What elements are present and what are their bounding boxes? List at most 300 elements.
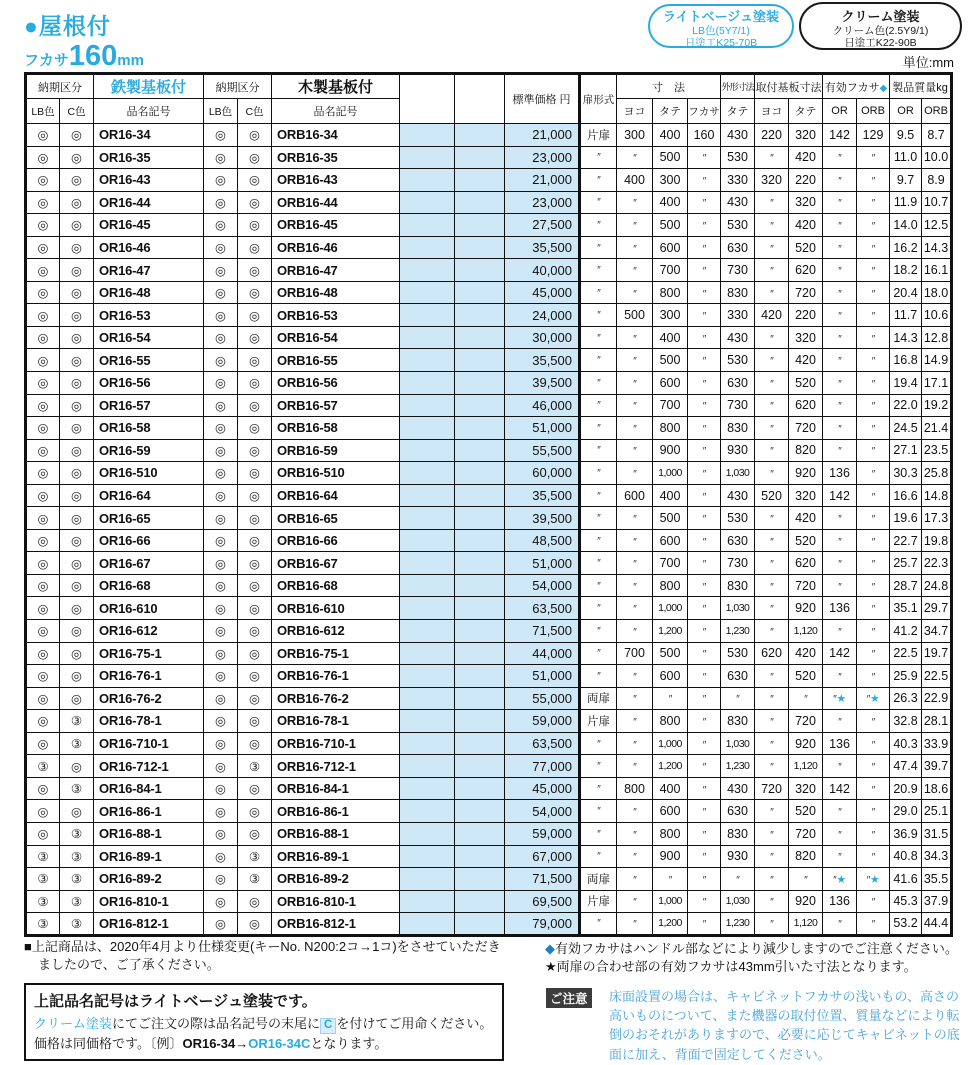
- delivery-mark-c: ◎: [60, 281, 94, 304]
- product-code-wood: ORB16-710-1: [272, 732, 400, 755]
- mass-orb-cell: 18.0: [922, 281, 952, 304]
- door-type-cell: ″: [580, 372, 617, 395]
- table-row: [26, 529, 952, 552]
- outer-height-cell: 730: [721, 552, 755, 575]
- col-outer-height: タテ: [721, 99, 755, 124]
- width-cell: ″: [617, 800, 653, 823]
- mount-height-cell: 620: [789, 394, 823, 417]
- col-lb-color: LB色: [204, 99, 238, 124]
- empty-cell: [455, 236, 505, 259]
- table-row: [26, 484, 952, 507]
- effective-depth-or-cell: ″★: [823, 687, 857, 710]
- col-c-color: C色: [238, 99, 272, 124]
- col-wood-base: 木製基板付: [272, 74, 400, 99]
- price-cell: 45,000: [505, 777, 580, 800]
- door-type-cell: ″: [580, 259, 617, 282]
- effective-depth-orb-cell: ″: [857, 259, 890, 282]
- price-cell: 48,500: [505, 529, 580, 552]
- mass-or-cell: 35.1: [890, 597, 922, 620]
- empty-cell: [400, 755, 455, 778]
- delivery-mark-lb: ◎: [26, 124, 60, 147]
- depth-cell: ″: [688, 665, 721, 688]
- product-code-iron: OR16-35: [94, 146, 204, 169]
- mass-or-cell: 26.3: [890, 687, 922, 710]
- delivery-mark-lb: ◎: [26, 236, 60, 259]
- delivery-mark-c: ◎: [60, 484, 94, 507]
- info-line2: クリーム塗装にてご注文の際は品名記号の末尾に C を付けてご用命ください。: [34, 1014, 494, 1034]
- table-row: [26, 710, 952, 733]
- delivery-mark-c: ◎: [60, 507, 94, 530]
- effective-depth-orb-cell: ″: [857, 552, 890, 575]
- product-code-iron: OR16-88-1: [94, 822, 204, 845]
- delivery-mark-lb: ◎: [26, 574, 60, 597]
- empty-cell: [400, 394, 455, 417]
- depth-cell: ″: [688, 868, 721, 891]
- product-code-iron: OR16-89-2: [94, 868, 204, 891]
- mount-height-cell: 420: [789, 507, 823, 530]
- empty-cell: [400, 732, 455, 755]
- mount-height-cell: 520: [789, 665, 823, 688]
- depth-cell: ″: [688, 777, 721, 800]
- mass-or-cell: 29.0: [890, 800, 922, 823]
- mass-or-cell: 41.6: [890, 868, 922, 891]
- delivery-mark-lb: ◎: [204, 462, 238, 485]
- col-height: タテ: [653, 99, 688, 124]
- mass-or-cell: 22.7: [890, 529, 922, 552]
- price-cell: 63,500: [505, 732, 580, 755]
- outer-height-cell: 630: [721, 665, 755, 688]
- door-type-cell: ″: [580, 800, 617, 823]
- col-delivery-iron: 納期区分: [26, 74, 94, 99]
- height-cell: 900: [653, 439, 688, 462]
- table-row: [26, 124, 952, 147]
- delivery-mark-lb: ◎: [204, 529, 238, 552]
- price-cell: 35,500: [505, 236, 580, 259]
- product-code-iron: OR16-610: [94, 597, 204, 620]
- delivery-mark-c: ◎: [238, 890, 272, 913]
- diamond-icon: ◆: [545, 941, 555, 956]
- unit-note: 単位:mm: [902, 55, 954, 70]
- depth-cell: ″: [688, 349, 721, 372]
- empty-cell: [455, 349, 505, 372]
- depth-cell: ″: [688, 732, 721, 755]
- depth-cell: ″: [688, 890, 721, 913]
- mount-height-cell: 320: [789, 326, 823, 349]
- width-cell: ″: [617, 281, 653, 304]
- mount-width-cell: ″: [755, 620, 789, 643]
- empty-cell: [455, 529, 505, 552]
- empty-cell: [455, 597, 505, 620]
- depth-cell: ″: [688, 597, 721, 620]
- delivery-mark-c: ◎: [238, 394, 272, 417]
- delivery-mark-lb: ◎: [26, 529, 60, 552]
- delivery-mark-c: ③: [60, 710, 94, 733]
- height-cell: 1,000: [653, 597, 688, 620]
- col-eff-or: OR: [823, 99, 857, 124]
- mount-width-cell: 520: [755, 484, 789, 507]
- product-code-wood: ORB16-78-1: [272, 710, 400, 733]
- badge-cream-paint: [799, 2, 962, 50]
- product-code-wood: ORB16-45: [272, 214, 400, 237]
- price-cell: 71,500: [505, 868, 580, 891]
- effective-depth-or-cell: ″: [823, 620, 857, 643]
- mass-or-cell: 41.2: [890, 620, 922, 643]
- outer-height-cell: 330: [721, 304, 755, 327]
- empty-cell: [455, 507, 505, 530]
- mount-height-cell: 420: [789, 349, 823, 372]
- effective-depth-orb-cell: ″: [857, 394, 890, 417]
- empty-cell: [455, 710, 505, 733]
- depth-cell: ″: [688, 236, 721, 259]
- height-cell: 600: [653, 800, 688, 823]
- outer-height-cell: 930: [721, 439, 755, 462]
- empty-cell: [455, 777, 505, 800]
- delivery-mark-c: ◎: [238, 462, 272, 485]
- door-type-cell: ″: [580, 529, 617, 552]
- mass-or-cell: 47.4: [890, 755, 922, 778]
- width-cell: ″: [617, 372, 653, 395]
- delivery-mark-lb: ③: [26, 755, 60, 778]
- empty-cell: [400, 687, 455, 710]
- height-cell: 300: [653, 169, 688, 192]
- delivery-mark-lb: ◎: [26, 687, 60, 710]
- outer-height-cell: 1,030: [721, 597, 755, 620]
- caution-text: 床面設置の場合は、キャビネットフカサの浅いもの、高さの高いものについて、また機器の取付位置、質量などにより転倒のおそれがありますので、必要に応じてキャビネットの底面に加え、背面で固定してください。: [609, 989, 960, 1062]
- product-code-iron: OR16-54: [94, 326, 204, 349]
- delivery-mark-c: ◎: [238, 597, 272, 620]
- mass-or-cell: 18.2: [890, 259, 922, 282]
- effective-depth-or-cell: ″: [823, 259, 857, 282]
- delivery-mark-c: ◎: [238, 642, 272, 665]
- mount-width-cell: ″: [755, 146, 789, 169]
- depth-cell: ″: [688, 574, 721, 597]
- mount-height-cell: 920: [789, 732, 823, 755]
- delivery-mark-lb: ◎: [26, 484, 60, 507]
- door-type-cell: ″: [580, 349, 617, 372]
- delivery-mark-lb: ◎: [26, 372, 60, 395]
- product-code-wood: ORB16-64: [272, 484, 400, 507]
- depth-cell: ″: [688, 372, 721, 395]
- product-code-wood: ORB16-58: [272, 417, 400, 440]
- height-cell: 1,200: [653, 913, 688, 936]
- mount-width-cell: 320: [755, 169, 789, 192]
- empty-cell: [400, 913, 455, 936]
- product-code-iron: OR16-89-1: [94, 845, 204, 868]
- spec-change-line2: ましたので、ご了承ください。: [38, 957, 220, 973]
- mass-orb-cell: 34.7: [922, 620, 952, 643]
- delivery-mark-lb: ③: [26, 868, 60, 891]
- mass-orb-cell: 10.6: [922, 304, 952, 327]
- mount-height-cell: 520: [789, 372, 823, 395]
- delivery-mark-c: ◎: [238, 439, 272, 462]
- empty-cell: [400, 710, 455, 733]
- depth-cell: ″: [688, 214, 721, 237]
- depth-cell: ″: [688, 259, 721, 282]
- height-cell: 700: [653, 259, 688, 282]
- price-cell: 77,000: [505, 755, 580, 778]
- delivery-mark-lb: ◎: [204, 146, 238, 169]
- door-type-cell: ″: [580, 191, 617, 214]
- info-line1: 上記品名記号はライトベージュ塗装です。: [34, 993, 317, 1010]
- mount-width-cell: ″: [755, 394, 789, 417]
- mass-orb-cell: 12.5: [922, 214, 952, 237]
- delivery-mark-lb: ◎: [204, 665, 238, 688]
- price-cell: 67,000: [505, 845, 580, 868]
- effective-depth-orb-cell: ″: [857, 777, 890, 800]
- height-cell: 700: [653, 552, 688, 575]
- outer-height-cell: 730: [721, 259, 755, 282]
- depth-cell: ″: [688, 800, 721, 823]
- product-code-iron: OR16-76-1: [94, 665, 204, 688]
- door-type-cell: ″: [580, 304, 617, 327]
- empty-cell: [400, 417, 455, 440]
- badge-color-code: LB色(5Y7/1): [692, 24, 750, 37]
- page-title: ●屋根付: [24, 13, 111, 39]
- delivery-mark-c: ◎: [238, 146, 272, 169]
- delivery-mark-c: ◎: [60, 529, 94, 552]
- empty-cell: [400, 191, 455, 214]
- effective-depth-or-cell: ″: [823, 529, 857, 552]
- effective-depth-or-cell: ″: [823, 236, 857, 259]
- empty-cell: [400, 124, 455, 147]
- table-row: [26, 507, 952, 530]
- delivery-mark-lb: ◎: [204, 124, 238, 147]
- mount-width-cell: ″: [755, 800, 789, 823]
- delivery-mark-lb: ◎: [204, 552, 238, 575]
- depth-cell: ″: [688, 281, 721, 304]
- badge-lightbeige-paint: [648, 4, 794, 48]
- delivery-mark-c: ◎: [60, 326, 94, 349]
- mass-orb-cell: 19.2: [922, 394, 952, 417]
- delivery-mark-lb: ◎: [204, 372, 238, 395]
- mass-or-cell: 22.5: [890, 642, 922, 665]
- col-width: ヨコ: [617, 99, 653, 124]
- mount-height-cell: 520: [789, 800, 823, 823]
- effective-depth-orb-cell: ″: [857, 146, 890, 169]
- delivery-mark-lb: ◎: [26, 710, 60, 733]
- empty-cell: [400, 326, 455, 349]
- depth-spec: [24, 42, 144, 71]
- delivery-mark-c: ◎: [60, 214, 94, 237]
- mass-orb-cell: 33.9: [922, 732, 952, 755]
- empty-cell: [400, 146, 455, 169]
- outer-height-cell: 830: [721, 822, 755, 845]
- depth-cell: ″: [688, 529, 721, 552]
- effective-depth-or-cell: ″: [823, 349, 857, 372]
- width-cell: ″: [617, 710, 653, 733]
- mass-or-cell: 25.7: [890, 552, 922, 575]
- depth-label: フカサ: [24, 52, 69, 69]
- delivery-mark-c: ③: [60, 732, 94, 755]
- effective-depth-or-cell: ″: [823, 845, 857, 868]
- outer-height-cell: 1,230: [721, 755, 755, 778]
- delivery-mark-lb: ◎: [204, 191, 238, 214]
- delivery-mark-lb: ◎: [26, 620, 60, 643]
- delivery-mark-c: ◎: [238, 620, 272, 643]
- mount-height-cell: 920: [789, 462, 823, 485]
- price-cell: 71,500: [505, 620, 580, 643]
- height-cell: 500: [653, 349, 688, 372]
- mount-height-cell: 920: [789, 597, 823, 620]
- effective-depth-orb-cell: ″: [857, 281, 890, 304]
- price-cell: 55,500: [505, 439, 580, 462]
- depth-value: 160: [68, 40, 118, 72]
- mount-width-cell: ″: [755, 822, 789, 845]
- mount-width-cell: ″: [755, 687, 789, 710]
- delivery-mark-c: ③: [60, 845, 94, 868]
- effective-depth-or-cell: 136: [823, 462, 857, 485]
- price-cell: 30,000: [505, 326, 580, 349]
- price-cell: 59,000: [505, 822, 580, 845]
- empty-cell: [455, 552, 505, 575]
- width-cell: ″: [617, 326, 653, 349]
- mass-or-cell: 19.4: [890, 372, 922, 395]
- delivery-mark-c: ◎: [238, 574, 272, 597]
- col-mass-orb: ORB: [922, 99, 952, 124]
- delivery-mark-lb: ◎: [204, 484, 238, 507]
- outer-height-cell: 730: [721, 394, 755, 417]
- table-row: [26, 326, 952, 349]
- depth-cell: ″: [688, 326, 721, 349]
- height-cell: 800: [653, 574, 688, 597]
- delivery-mark-lb: ◎: [204, 417, 238, 440]
- delivery-mark-c: ③: [238, 868, 272, 891]
- price-cell: 54,000: [505, 574, 580, 597]
- product-code-iron: OR16-86-1: [94, 800, 204, 823]
- mount-width-cell: 620: [755, 642, 789, 665]
- mass-or-cell: 45.3: [890, 890, 922, 913]
- effective-depth-orb-cell: ″: [857, 326, 890, 349]
- col-mount-height: タテ: [789, 99, 823, 124]
- door-type-cell: ″: [580, 574, 617, 597]
- empty-cell: [455, 259, 505, 282]
- price-cell: 55,000: [505, 687, 580, 710]
- delivery-mark-lb: ◎: [26, 777, 60, 800]
- table-row: [26, 913, 952, 936]
- mount-height-cell: 420: [789, 214, 823, 237]
- outer-height-cell: 1,230: [721, 620, 755, 643]
- empty-cell: [400, 281, 455, 304]
- delivery-mark-lb: ◎: [204, 913, 238, 936]
- effective-depth-orb-cell: ″: [857, 800, 890, 823]
- empty-cell: [455, 169, 505, 192]
- mass-or-cell: 14.0: [890, 214, 922, 237]
- badge-color-code: クリーム色(2.5Y9/1): [832, 24, 929, 37]
- product-code-wood: ORB16-76-1: [272, 665, 400, 688]
- outer-height-cell: 430: [721, 777, 755, 800]
- mount-height-cell: 420: [789, 146, 823, 169]
- mass-orb-cell: 17.1: [922, 372, 952, 395]
- delivery-mark-lb: ◎: [204, 642, 238, 665]
- delivery-mark-lb: ③: [26, 890, 60, 913]
- delivery-mark-c: ◎: [60, 665, 94, 688]
- door-type-cell: 片扉: [580, 890, 617, 913]
- mass-orb-cell: 24.8: [922, 574, 952, 597]
- mount-height-cell: 320: [789, 124, 823, 147]
- product-code-wood: ORB16-712-1: [272, 755, 400, 778]
- effective-depth-orb-cell: ″: [857, 845, 890, 868]
- delivery-mark-lb: ◎: [26, 304, 60, 327]
- product-code-iron: OR16-710-1: [94, 732, 204, 755]
- product-code-iron: OR16-64: [94, 484, 204, 507]
- door-type-cell: ″: [580, 845, 617, 868]
- delivery-mark-lb: ◎: [26, 417, 60, 440]
- price-cell: 60,000: [505, 462, 580, 485]
- depth-cell: ″: [688, 462, 721, 485]
- mass-orb-cell: 10.0: [922, 146, 952, 169]
- width-cell: ″: [617, 462, 653, 485]
- mass-orb-cell: 17.3: [922, 507, 952, 530]
- mass-orb-cell: 22.3: [922, 552, 952, 575]
- table-row: [26, 214, 952, 237]
- outer-height-cell: 430: [721, 124, 755, 147]
- delivery-mark-c: ◎: [60, 800, 94, 823]
- delivery-mark-c: ◎: [238, 326, 272, 349]
- delivery-mark-lb: ◎: [26, 732, 60, 755]
- table-row: [26, 169, 952, 192]
- width-cell: ″: [617, 439, 653, 462]
- effective-depth-orb-cell: ″: [857, 349, 890, 372]
- height-cell: 400: [653, 191, 688, 214]
- empty-cell: [455, 868, 505, 891]
- door-type-cell: ″: [580, 507, 617, 530]
- depth-cell: ″: [688, 146, 721, 169]
- mass-or-cell: 40.3: [890, 732, 922, 755]
- col-product-code-wood: 品名記号: [272, 99, 400, 124]
- product-code-wood: ORB16-65: [272, 507, 400, 530]
- product-code-wood: ORB16-55: [272, 349, 400, 372]
- empty-cell: [400, 890, 455, 913]
- product-code-iron: OR16-612: [94, 620, 204, 643]
- delivery-mark-lb: ◎: [26, 597, 60, 620]
- effective-depth-orb-cell: ″: [857, 191, 890, 214]
- effective-depth-orb-cell: ″: [857, 462, 890, 485]
- caution-note: [546, 987, 966, 1064]
- delivery-mark-c: ◎: [60, 755, 94, 778]
- delivery-mark-c: ◎: [238, 484, 272, 507]
- width-cell: ″: [617, 845, 653, 868]
- delivery-mark-lb: ◎: [204, 890, 238, 913]
- delivery-mark-lb: ◎: [204, 259, 238, 282]
- mount-height-cell: 520: [789, 236, 823, 259]
- empty-cell: [400, 800, 455, 823]
- effective-depth-orb-cell: ″: [857, 214, 890, 237]
- door-type-cell: ″: [580, 326, 617, 349]
- col-product-mass: 製品質量kg: [890, 74, 952, 99]
- effective-depth-note: ◆有効フカサはハンドル部などにより減少しますのでご注意ください。: [545, 941, 958, 956]
- height-cell: 1,000: [653, 732, 688, 755]
- delivery-mark-c: ◎: [60, 597, 94, 620]
- empty-cell: [455, 124, 505, 147]
- effective-depth-or-cell: 136: [823, 597, 857, 620]
- delivery-mark-c: ◎: [60, 642, 94, 665]
- product-code-iron: OR16-59: [94, 439, 204, 462]
- effective-depth-orb-cell: 129: [857, 124, 890, 147]
- table-row: [26, 687, 952, 710]
- col-delivery-wood: 納期区分: [204, 74, 272, 99]
- mass-orb-cell: 8.9: [922, 169, 952, 192]
- outer-height-cell: 430: [721, 326, 755, 349]
- price-cell: 44,000: [505, 642, 580, 665]
- mass-orb-cell: 23.5: [922, 439, 952, 462]
- delivery-mark-lb: ◎: [26, 349, 60, 372]
- outer-height-cell: 1,030: [721, 462, 755, 485]
- height-cell: ″: [653, 868, 688, 891]
- width-cell: 500: [617, 304, 653, 327]
- outer-height-cell: 630: [721, 372, 755, 395]
- col-mass-or: OR: [890, 99, 922, 124]
- width-cell: ″: [617, 507, 653, 530]
